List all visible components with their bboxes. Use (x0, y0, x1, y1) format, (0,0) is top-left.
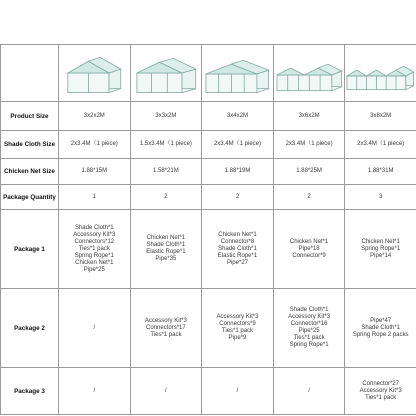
product-size-cell: 3x4x2M (202, 102, 274, 131)
package-item: Ties*1 pack (150, 331, 182, 338)
package-3-cell (202, 368, 274, 415)
package-quantity-cell: 3 (345, 185, 416, 210)
package-item: / (308, 387, 310, 394)
product-size-cell: 3x8x2M (345, 102, 416, 131)
package-item: Pipe*25 (298, 328, 320, 334)
package-3-cell (130, 368, 202, 415)
row-label-package-1: Package 1 (1, 210, 59, 289)
chicken-net-size-row (1, 159, 416, 185)
package-item: Connector*9 (292, 252, 326, 259)
shade-cloth-size-row (1, 131, 416, 159)
package-item: Shade Cloth*1 (289, 307, 329, 313)
package-item: Chicken Net*1 (75, 259, 114, 266)
package-item: Pipe*35 (155, 256, 177, 262)
package-item: Pipe*27 (226, 259, 248, 266)
package-2-cell (345, 289, 416, 368)
package-item: Chicken Net*1 (361, 238, 400, 245)
package-item: Chicken Net*1 (146, 235, 186, 241)
package-item: Shade Cloth*1 (146, 242, 186, 248)
package-item: Connectors*9 (219, 321, 256, 327)
package-1-row (1, 210, 416, 289)
chicken-net-size-cell: 1.88*25M (273, 159, 345, 185)
product-size-cell: 3x6x2M (273, 102, 345, 131)
product-size-row (1, 102, 416, 131)
product-size-cell: 3x2x2M (59, 102, 131, 131)
package-item: Shade Cloth*1 (74, 224, 114, 231)
package-item: Spring Rope*1 (74, 252, 114, 259)
package-3-row (1, 368, 416, 415)
product-image-cell (59, 45, 131, 102)
package-item: Chicken Net*1 (218, 231, 257, 238)
package-item: Accessory Kit*3 (288, 314, 331, 320)
package-item: Connector*27 (362, 380, 400, 387)
package-item: Pipe*14 (370, 252, 392, 259)
shade-cloth-size-cell: 2x3.4M（1 piece) (202, 131, 274, 159)
row-label-package-3: Package 3 (1, 368, 59, 415)
package-quantity-cell: 1 (59, 185, 131, 210)
chicken-coop-image (59, 45, 130, 101)
package-quantity-cell: 2 (273, 185, 345, 210)
package-1-cell (59, 210, 131, 289)
package-item: / (165, 387, 167, 394)
shade-cloth-size-cell: 2x3.4M（1 piece) (59, 131, 131, 159)
package-item: Chicken Net*1 (289, 238, 329, 245)
package-2-cell (130, 289, 202, 368)
package-item: Accessory Kit*3 (216, 314, 259, 320)
package-3-cell (273, 368, 345, 415)
package-item: Pipe*18 (298, 245, 320, 252)
package-item: Spring Rope 2 packs (352, 331, 409, 338)
chicken-coop-image (274, 45, 345, 101)
package-item: Connectors*17 (146, 324, 186, 331)
package-item: Shade Cloth*1 (361, 324, 401, 331)
package-1-cell (345, 210, 416, 289)
package-2-cell (273, 289, 345, 368)
package-item: Elastic Rope*1 (217, 252, 258, 259)
chicken-net-size-cell: 1.58*21M (130, 159, 202, 185)
package-item: Pipe*9 (228, 335, 247, 341)
package-item: Connector*8 (220, 238, 255, 245)
product-comparison-table (0, 44, 416, 415)
product-image-cell (130, 45, 202, 102)
row-label-package-2: Package 2 (1, 289, 59, 368)
package-3-cell (345, 368, 416, 415)
package-1-cell (130, 210, 202, 289)
package-item: Pipe*25 (83, 266, 105, 273)
row-label-chicken-net-size: Chicken Net Size (1, 159, 59, 185)
chicken-coop-image (131, 45, 202, 101)
package-item: / (236, 387, 239, 394)
package-1-cell (202, 210, 274, 289)
product-image-cell (202, 45, 274, 102)
product-size-cell: 3x3x2M (130, 102, 202, 131)
shade-cloth-size-cell: 2x3.4M（1 piece) (273, 131, 345, 159)
image-row (1, 45, 416, 102)
row-label-shade-cloth-size: Shade Cloth Size (1, 131, 59, 159)
package-item: / (93, 324, 96, 331)
package-item: Elastic Rope*1 (146, 249, 186, 255)
package-3-cell (59, 368, 131, 415)
package-2-cell (202, 289, 274, 368)
chicken-coop-image (345, 45, 416, 101)
package-quantity-cell: 2 (130, 185, 202, 210)
package-1-cell (273, 210, 345, 289)
package-item: Connector*16 (290, 321, 328, 327)
chicken-coop-image (202, 45, 273, 101)
corner-cell (1, 45, 59, 102)
package-item: Spring Rope*1 (289, 342, 329, 348)
package-quantity-row (1, 185, 416, 210)
row-label-package-quantity: Package Quantity (1, 185, 59, 210)
package-2-cell (59, 289, 131, 368)
chicken-net-size-cell: 1.88*15M (59, 159, 131, 185)
package-item: Spring Rope*1 (361, 245, 401, 252)
product-image-cell (345, 45, 416, 102)
package-item: Ties*1 pack (78, 245, 110, 252)
package-quantity-cell: 2 (202, 185, 274, 210)
chicken-net-size-cell: 1.88*31M (345, 159, 416, 185)
package-item: Ties*1 pack (293, 335, 325, 341)
package-item: Ties*1 pack (221, 328, 254, 334)
package-item: / (93, 387, 96, 394)
row-label-product-size: Product Size (1, 102, 59, 131)
package-item: Accessory Kit*3 (144, 317, 187, 324)
package-item: Accessory Kit*3 (73, 231, 116, 238)
shade-cloth-size-cell: 2x3.4M（1 piece) (345, 131, 416, 159)
package-2-row (1, 289, 416, 368)
package-item: Shade Cloth*1 (218, 245, 257, 252)
shade-cloth-size-cell: 1.5x3.4M（1 piece) (130, 131, 202, 159)
package-item: Ties*1 pack (365, 394, 397, 401)
product-image-cell (273, 45, 345, 102)
chicken-net-size-cell: 1.88*19M (202, 159, 274, 185)
package-item: Connectors*12 (74, 238, 115, 245)
package-item: Accessory Kit*3 (359, 387, 402, 394)
package-item: Pipe*47 (370, 317, 392, 324)
